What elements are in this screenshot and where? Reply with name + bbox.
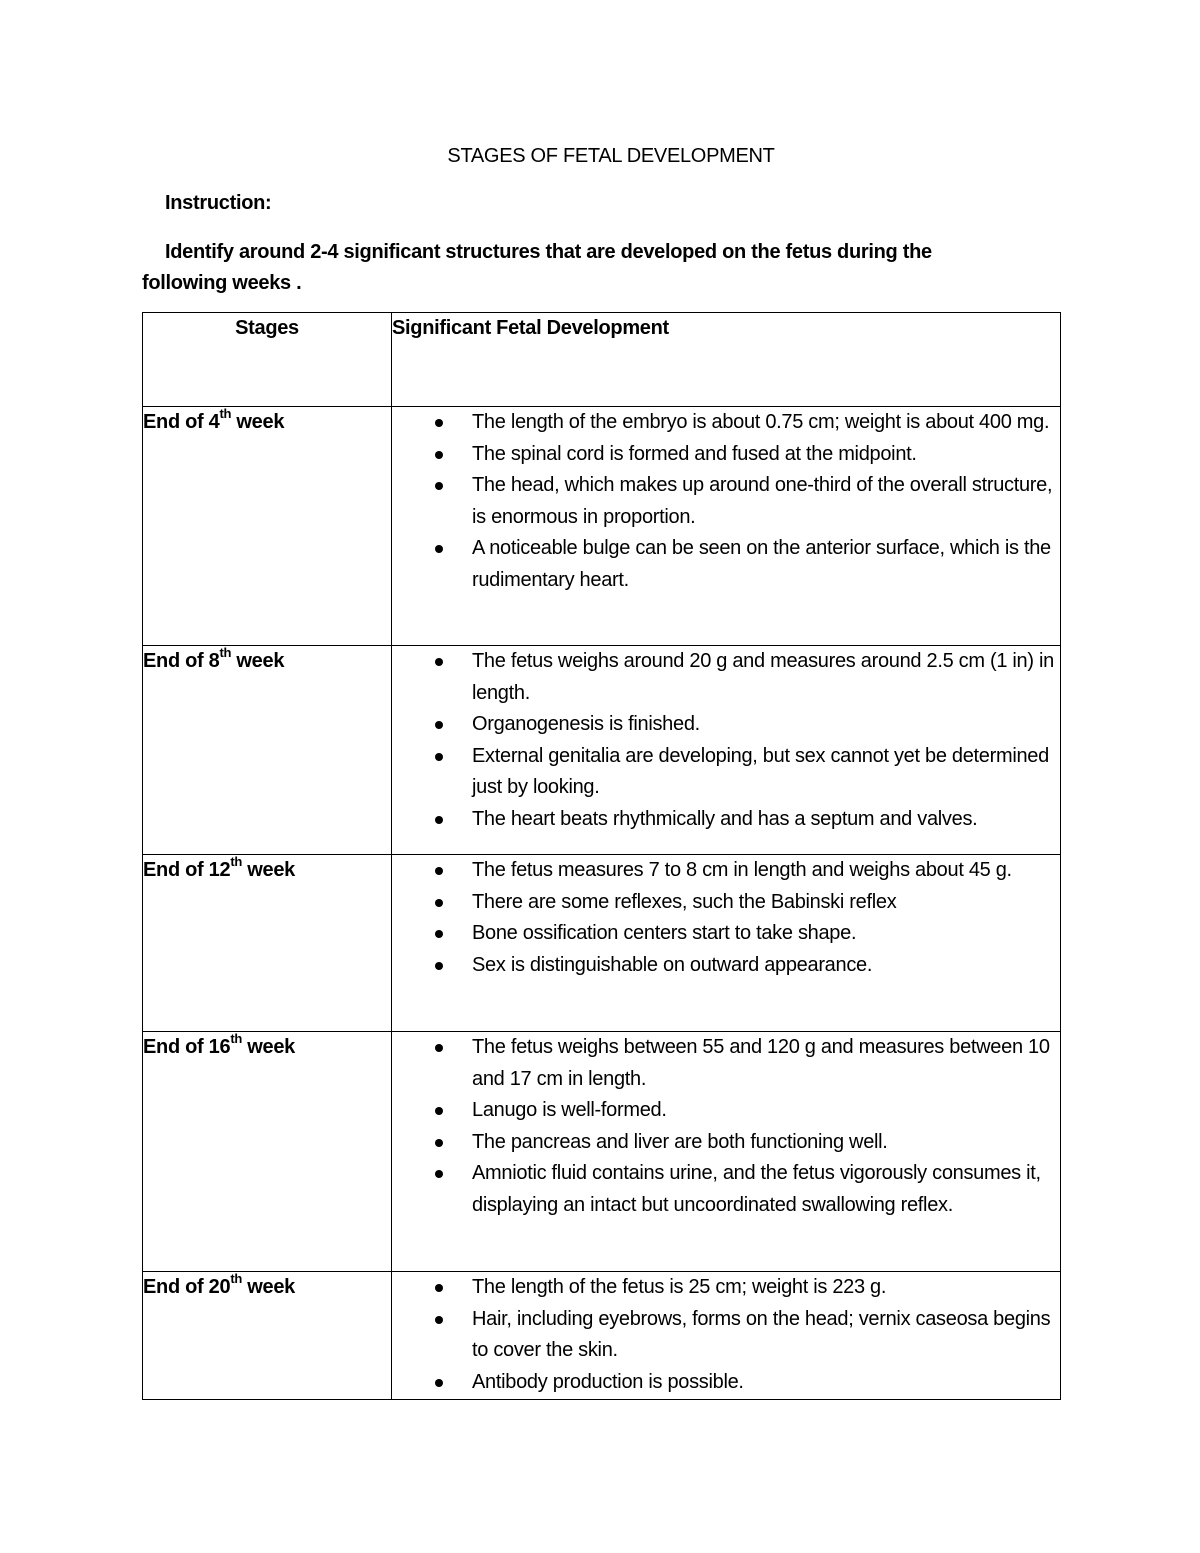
development-cell — [392, 1272, 1061, 1400]
table-header-row — [143, 313, 1061, 407]
list-item: The fetus weighs between 55 and 120 g and measures between 10 and 17 cm in length. — [472, 1032, 1054, 1095]
stage-cell — [143, 855, 392, 1032]
stage-label: End of 12th week — [143, 854, 295, 881]
list-item: The length of the fetus is 25 cm; weight is 223 g. — [472, 1272, 1054, 1304]
table-row — [143, 855, 1061, 1032]
development-cell — [392, 1032, 1061, 1272]
development-cell — [392, 855, 1061, 1032]
bullet-icon — [435, 1139, 443, 1147]
list-item: There are some reflexes, such the Babinski reflex — [472, 887, 1054, 919]
stage-cell — [143, 1032, 392, 1272]
list-item: The pancreas and liver are both functioning well. — [472, 1127, 1054, 1159]
bullet-icon — [435, 816, 443, 824]
list-item: The head, which makes up around one-third of the overall structure, is enormous in proportion. — [472, 470, 1054, 533]
bullet-icon — [435, 753, 443, 761]
instruction-text: Identify around 2-4 significant structures that are developed on the fetus during the following weeks . — [142, 241, 932, 294]
table-row — [143, 1272, 1061, 1400]
list-item: The spinal cord is formed and fused at the midpoint. — [472, 439, 1054, 471]
bullet-icon — [435, 1379, 443, 1387]
header-development: Significant Fetal Development — [392, 313, 1061, 407]
list-item: A noticeable bulge can be seen on the anterior surface, which is the rudimentary heart. — [472, 533, 1054, 596]
list-item: The fetus weighs around 20 g and measures around 2.5 cm (1 in) in length. — [472, 646, 1054, 709]
list-item: The fetus measures 7 to 8 cm in length and weighs about 45 g. — [472, 855, 1054, 887]
list-item: Amniotic fluid contains urine, and the fetus vigorously consumes it, displaying an intact but uncoordinated swallowing reflex. — [472, 1158, 1054, 1221]
list-item: Organogenesis is finished. — [472, 709, 1054, 741]
table-row — [143, 407, 1061, 646]
bullet-icon — [435, 867, 443, 875]
list-item: Lanugo is well-formed. — [472, 1095, 1054, 1127]
stage-label: End of 8th week — [143, 645, 285, 672]
list-item: Bone ossification centers start to take shape. — [472, 918, 1054, 950]
bullet-icon — [435, 482, 443, 490]
instruction-label: Instruction: — [165, 192, 272, 214]
stage-cell — [143, 407, 392, 646]
bullet-icon — [435, 419, 443, 427]
bullet-icon — [435, 1107, 443, 1115]
bullet-icon — [435, 658, 443, 666]
stage-label: End of 4th week — [143, 406, 285, 433]
stage-cell — [143, 646, 392, 855]
header-stages: Stages — [143, 313, 392, 407]
stage-cell — [143, 1272, 392, 1400]
table-row — [143, 646, 1061, 855]
development-cell — [392, 646, 1061, 855]
list-item: The heart beats rhythmically and has a septum and valves. — [472, 804, 1054, 836]
stage-label: End of 20th week — [143, 1271, 295, 1298]
bullet-icon — [435, 1316, 443, 1324]
bullet-icon — [435, 1170, 443, 1178]
bullet-icon — [435, 930, 443, 938]
stage-label: End of 16th week — [143, 1031, 295, 1058]
bullet-icon — [435, 1284, 443, 1292]
bullet-icon — [435, 451, 443, 459]
list-item: Sex is distinguishable on outward appearance. — [472, 950, 1054, 982]
bullet-icon — [435, 721, 443, 729]
table-row — [143, 1032, 1061, 1272]
bullet-icon — [435, 962, 443, 970]
bullet-icon — [435, 1044, 443, 1052]
list-item: Hair, including eyebrows, forms on the head; vernix caseosa begins to cover the skin. — [472, 1304, 1054, 1367]
bullet-icon — [435, 545, 443, 553]
fetal-development-table — [142, 312, 1061, 1400]
bullet-icon — [435, 899, 443, 907]
list-item: External genitalia are developing, but sex cannot yet be determined just by looking. — [472, 741, 1054, 804]
list-item: The length of the embryo is about 0.75 cm; weight is about 400 mg. — [472, 407, 1054, 439]
list-item: Antibody production is possible. — [472, 1367, 1054, 1399]
page-title: STAGES OF FETAL DEVELOPMENT — [447, 145, 775, 167]
development-cell — [392, 407, 1061, 646]
